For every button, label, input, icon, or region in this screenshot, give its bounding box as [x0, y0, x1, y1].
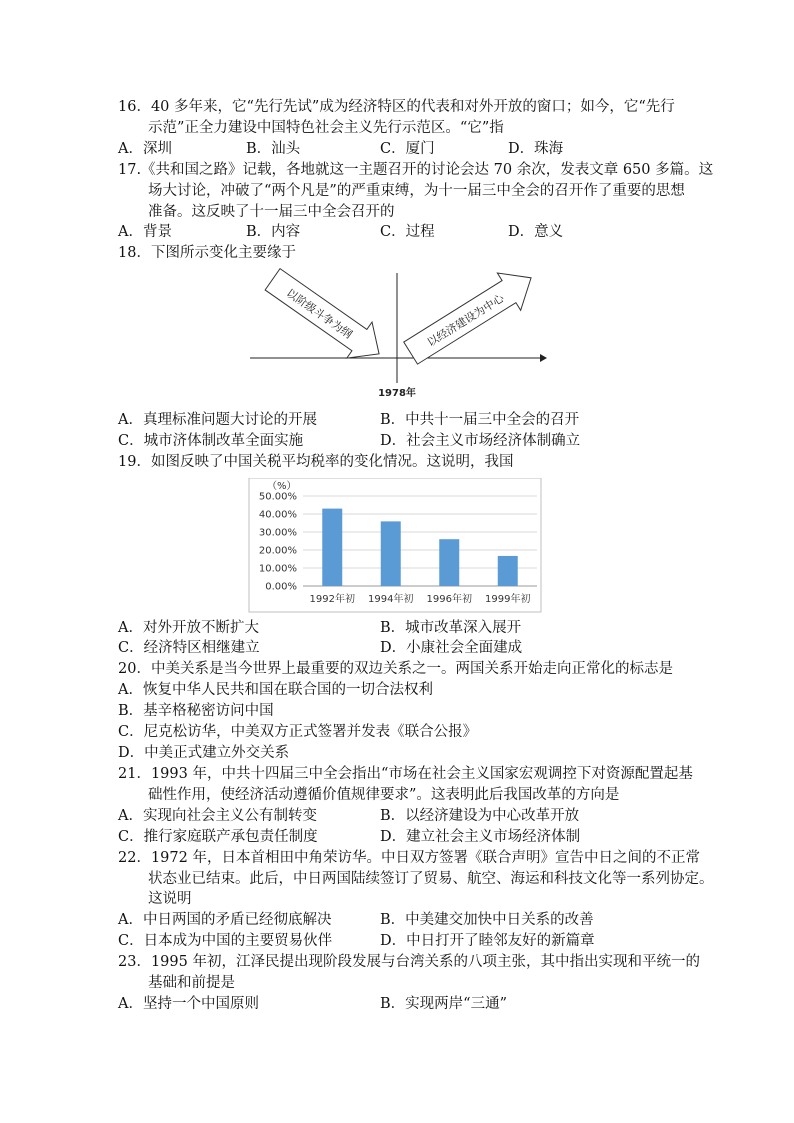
question-16-line-1: 16．40 多年来，它“先行先试”成为经济特区的代表和对外开放的窗口；如今，它“先行 [118, 99, 675, 115]
y-tick-label: 10.00% [258, 563, 297, 575]
question-21-line-1: 21．1993 年，中共十四届三中全会指出“市场在社会主义国家宏观调控下对资源配置起基 [118, 766, 693, 782]
question-16-option-d[interactable]: D．珠海 [508, 141, 564, 157]
question-18-option-d[interactable]: D．社会主义市场经济体制确立 [380, 433, 581, 449]
question-22-option-b[interactable]: B．中美建交加快中日关系的改善 [380, 912, 594, 928]
question-18-line-1: 18．下图所示变化主要缘于 [118, 245, 296, 261]
question-21-option-b[interactable]: B．以经济建设为中心改革开放 [380, 808, 580, 824]
x-tick-label: 1992年初 [309, 594, 355, 605]
axis-arrowhead-icon [540, 354, 547, 362]
policy-shift-diagram [245, 268, 550, 403]
bar-1994年初 [381, 521, 401, 586]
year-1978-label: 1978年 [378, 388, 416, 399]
x-tick-label: 1999年初 [485, 594, 531, 605]
x-tick-label: 1994年初 [368, 594, 414, 605]
question-22-option-d[interactable]: D．中日打开了睦邻友好的新篇章 [380, 933, 595, 949]
question-17-line-2: 场大讨论，冲破了“两个凡是”的严重束缚，为十一届三中全会的召开作了重要的思想 [148, 183, 685, 199]
question-17-option-c[interactable]: C．过程 [380, 224, 435, 240]
question-19-option-d[interactable]: D．小康社会全面建成 [380, 640, 523, 656]
question-21-option-c[interactable]: C．推行家庭联产承包责任制度 [118, 829, 318, 845]
question-19-option-c[interactable]: C．经济特区相继建立 [118, 640, 260, 656]
question-17-option-a[interactable]: A．背景 [118, 224, 172, 240]
y-tick-label: 0.00% [265, 581, 297, 593]
y-tick-label: 30.00% [258, 527, 297, 539]
question-23-line-1: 23．1995 年初，江泽民提出现阶段发展与台湾关系的八项主张，其中指出实现和平统一的 [118, 954, 700, 970]
question-20-option-c[interactable]: C．尼克松访华，中美双方正式签署并发表《联合公报》 [118, 724, 478, 740]
right-arrow-shape [399, 268, 543, 372]
bar-1999年初 [498, 556, 518, 586]
y-tick-label: 50.00% [258, 491, 297, 503]
question-18-option-c[interactable]: C．城市济体制改革全面实施 [118, 433, 304, 449]
question-23-line-2: 基础和前提是 [148, 975, 235, 991]
question-20-option-d[interactable]: D．中美正式建立外交关系 [118, 745, 290, 761]
question-18-option-a[interactable]: A．真理标准问题大讨论的开展 [118, 412, 317, 428]
right-arrow-label: 以经济建设为中心 [424, 291, 507, 350]
question-19-line-1: 19．如图反映了中国关税平均税率的变化情况。这说明，我国 [118, 454, 514, 470]
question-16-option-b[interactable]: B．汕头 [246, 141, 301, 157]
left-arrow-shape [260, 268, 392, 372]
chart-unit-label: （%） [267, 481, 297, 492]
question-22-line-3: 这说明 [148, 891, 192, 907]
question-17-line-1: 17.《共和国之路》记载，各地就这一主题召开的讨论会达 70 余次，发表文章 650 多篇。这 [118, 162, 714, 178]
question-19-option-a[interactable]: A．对外开放不断扩大 [118, 620, 259, 636]
bar-1996年初 [439, 539, 459, 586]
question-17-option-b[interactable]: B．内容 [246, 224, 301, 240]
tariff-rate-chart [245, 478, 545, 613]
question-22-option-a[interactable]: A．中日两国的矛盾已经彻底解决 [118, 912, 332, 928]
question-19-option-b[interactable]: B．城市改革深入展开 [380, 620, 522, 636]
question-21-option-d[interactable]: D．建立社会主义市场经济体制 [380, 829, 581, 845]
question-17-option-d[interactable]: D．意义 [508, 224, 564, 240]
question-16-line-2: 示范”正全力建设中国特色社会主义先行示范区。“它”指 [148, 120, 504, 136]
y-tick-label: 20.00% [258, 545, 297, 557]
question-23-option-b[interactable]: B．实现两岸“三通” [380, 996, 507, 1012]
question-17-line-3: 准备。这反映了十一届三中全会召开的 [148, 204, 395, 220]
question-16-option-a[interactable]: A．深圳 [118, 141, 172, 157]
question-22-line-1: 22．1972 年，日本首相田中角荣访华。中日双方签署《联合声明》宣告中日之间的不正常 [118, 850, 700, 866]
question-22-option-c[interactable]: C．日本成为中国的主要贸易伙伴 [118, 933, 333, 949]
question-22-line-2: 状态业已结束。此后，中日两国陆续签订了贸易、航空、海运和科技文化等一系列协定。 [148, 871, 714, 887]
question-21-option-a[interactable]: A．实现向社会主义公有制转变 [118, 808, 317, 824]
question-20-option-b[interactable]: B．基辛格秘密访问中国 [118, 703, 274, 719]
question-20-line-1: 20．中美关系是当今世界上最重要的双边关系之一。两国关系开始走向正常化的标志是 [118, 661, 673, 677]
question-23-option-a[interactable]: A．坚持一个中国原则 [118, 996, 259, 1012]
x-tick-label: 1996年初 [426, 594, 472, 605]
left-arrow-label: 以阶级斗争为纲 [283, 286, 355, 342]
question-18-option-b[interactable]: B．中共十一届三中全会的召开 [380, 412, 580, 428]
question-20-option-a[interactable]: A．恢复中华人民共和国在联合国的一切合法权利 [118, 682, 433, 698]
question-21-line-2: 础性作用，使经济活动遵循价值规律要求”。这表明此后我国改革的方向是 [148, 787, 620, 803]
question-16-option-c[interactable]: C．厦门 [380, 141, 435, 157]
y-tick-label: 40.00% [258, 509, 297, 521]
bar-1992年初 [322, 509, 342, 586]
